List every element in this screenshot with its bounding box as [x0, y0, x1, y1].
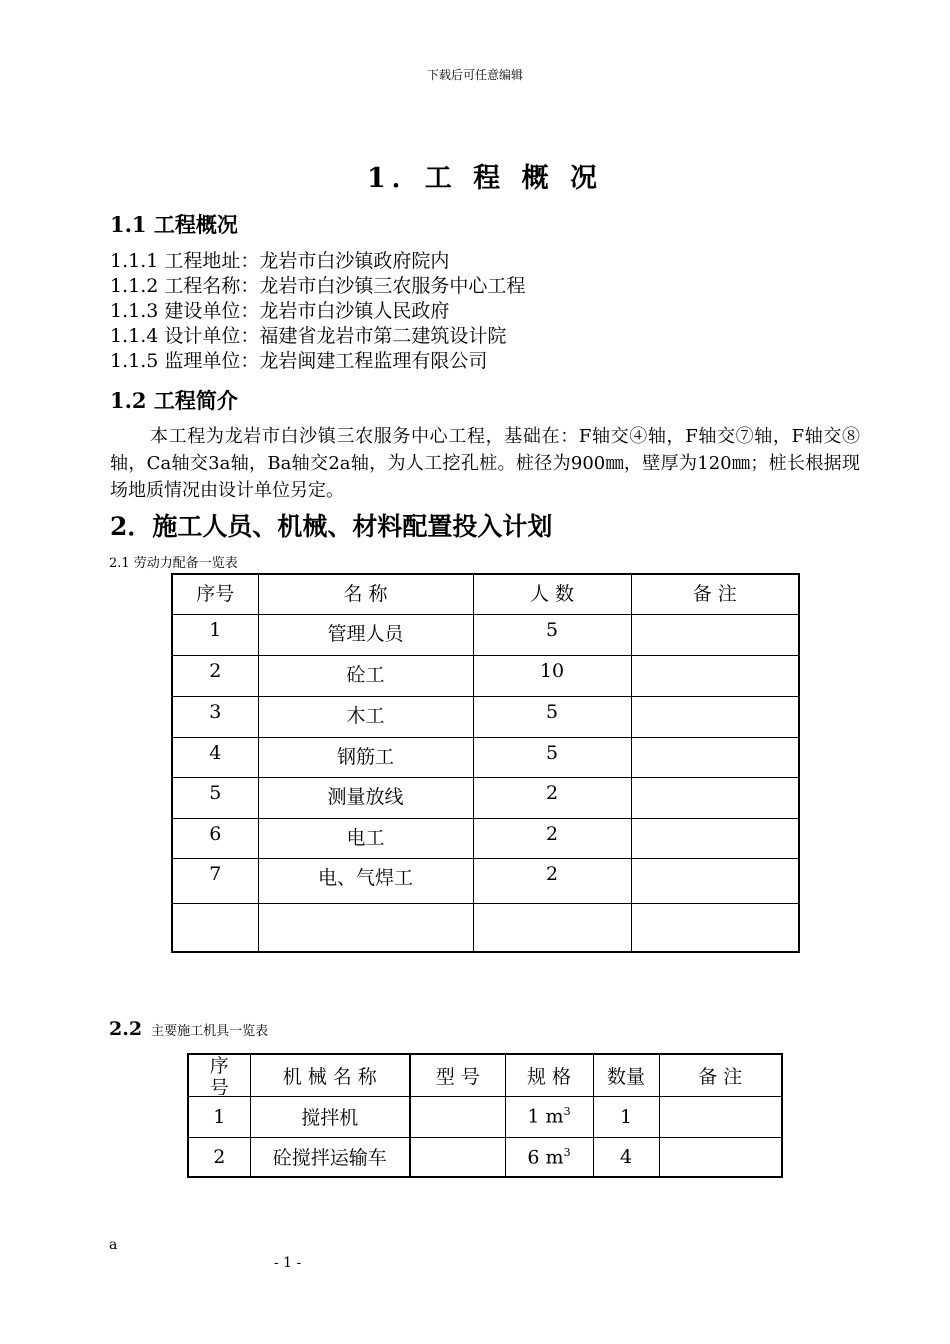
header-note: 下载后可任意编辑	[426, 68, 523, 82]
table-cell	[172, 903, 258, 952]
table-cell	[631, 696, 799, 737]
table-cell	[631, 903, 799, 952]
table-cell	[631, 737, 799, 777]
table-row	[188, 1096, 782, 1137]
table-row	[188, 1137, 782, 1177]
machine-table-caption	[109, 1018, 268, 1040]
header-cell: 机 械 名 称	[250, 1054, 410, 1096]
table-cell	[631, 614, 799, 655]
table-cell: 管理人员	[258, 614, 473, 655]
caption-text: 主要施工机具一览表	[151, 1024, 269, 1039]
owner-unit-line: 1.1.3 建设单位：龙岩市白沙镇人民政府	[110, 300, 450, 322]
supervision-unit-line: 1.1.5 监理单位：龙岩闽建工程监理有限公司	[110, 350, 488, 372]
header-cell: 备 注	[631, 574, 799, 614]
project-name-line: 1.1.2 工程名称：龙岩市白沙镇三农服务中心工程	[110, 275, 526, 297]
header-cell: 人 数	[473, 574, 631, 614]
table-cell: 1	[188, 1096, 250, 1137]
table-cell: 1	[172, 614, 258, 655]
table-row	[172, 777, 799, 818]
section-2-heading: 2．施工人员、机械、材料配置投入计划	[110, 512, 553, 541]
table-cell: 电工	[258, 818, 473, 858]
caption-number: 2.2	[109, 1018, 143, 1040]
table-row	[172, 903, 799, 952]
table-cell	[631, 655, 799, 696]
table-cell: 5	[473, 737, 631, 777]
labor-table	[171, 573, 800, 953]
header-cell: 规 格	[505, 1054, 593, 1096]
table-row	[172, 655, 799, 696]
table-cell: 4	[172, 737, 258, 777]
table-row	[172, 858, 799, 903]
table-cell: 5	[172, 777, 258, 818]
labor-table-caption: 2.1 劳动力配备一览表	[109, 556, 238, 571]
table-header-row	[172, 574, 799, 614]
table-cell	[410, 1096, 505, 1137]
spec-value: 6 m	[527, 1145, 564, 1168]
section-1-1-heading: 1.1 工程概况	[110, 212, 238, 237]
table-cell: 10	[473, 655, 631, 696]
spec-value: 1 m	[527, 1105, 564, 1128]
table-cell	[631, 777, 799, 818]
table-cell: 1	[593, 1096, 659, 1137]
table-cell	[631, 858, 799, 903]
table-cell	[631, 818, 799, 858]
header-cell: 名 称	[258, 574, 473, 614]
table-cell: 7	[172, 858, 258, 903]
header-cell: 序号	[188, 1054, 250, 1096]
table-cell: 5	[473, 696, 631, 737]
table-cell: 测量放线	[258, 777, 473, 818]
table-cell: 木工	[258, 696, 473, 737]
design-unit-line: 1.1.4 设计单位：福建省龙岩市第二建筑设计院	[110, 325, 507, 347]
header-cell: 型 号	[410, 1054, 505, 1096]
table-cell: 砼工	[258, 655, 473, 696]
machine-table	[187, 1053, 783, 1178]
table-header-row	[188, 1054, 782, 1096]
table-row	[172, 696, 799, 737]
unit-superscript: 3	[563, 1105, 571, 1119]
header-cell: 数量	[593, 1054, 659, 1096]
table-cell	[505, 1137, 593, 1177]
project-intro-paragraph: 本工程为龙岩市白沙镇三农服务中心工程，基础在：F轴交④轴，F轴交⑦轴，F轴交⑧轴，Ca轴交3a轴，Ba轴交2a轴，为人工挖孔桩。桩径为900㎜，壁厚为120㎜；桩长根据现场地质情况由设计单位另定。	[110, 426, 860, 501]
footer-mark: a	[109, 1237, 118, 1253]
section-1-2-heading: 1.2 工程简介	[110, 388, 238, 413]
unit-superscript: 3	[563, 1145, 571, 1159]
table-cell: 电、气焊工	[258, 858, 473, 903]
table-row	[172, 614, 799, 655]
header-cell: 序号	[172, 574, 258, 614]
table-cell	[659, 1096, 782, 1137]
table-cell	[258, 903, 473, 952]
table-cell: 2	[473, 818, 631, 858]
project-address-line: 1.1.1 工程地址：龙岩市白沙镇政府院内	[110, 250, 450, 272]
document-title: 1．工 程 概 况	[367, 163, 603, 194]
table-cell	[505, 1096, 593, 1137]
table-cell: 3	[172, 696, 258, 737]
table-cell	[659, 1137, 782, 1177]
table-cell: 钢筋工	[258, 737, 473, 777]
table-cell: 5	[473, 614, 631, 655]
table-row	[172, 737, 799, 777]
table-cell: 2	[473, 777, 631, 818]
table-row	[172, 818, 799, 858]
table-cell: 搅拌机	[250, 1096, 410, 1137]
table-cell	[410, 1137, 505, 1177]
table-cell: 2	[473, 858, 631, 903]
table-cell: 2	[188, 1137, 250, 1177]
table-cell	[473, 903, 631, 952]
header-cell: 备 注	[659, 1054, 782, 1096]
table-cell: 4	[593, 1137, 659, 1177]
table-cell: 2	[172, 655, 258, 696]
table-cell: 砼搅拌运输车	[250, 1137, 410, 1177]
table-cell: 6	[172, 818, 258, 858]
page-number: - 1 -	[274, 1255, 302, 1271]
